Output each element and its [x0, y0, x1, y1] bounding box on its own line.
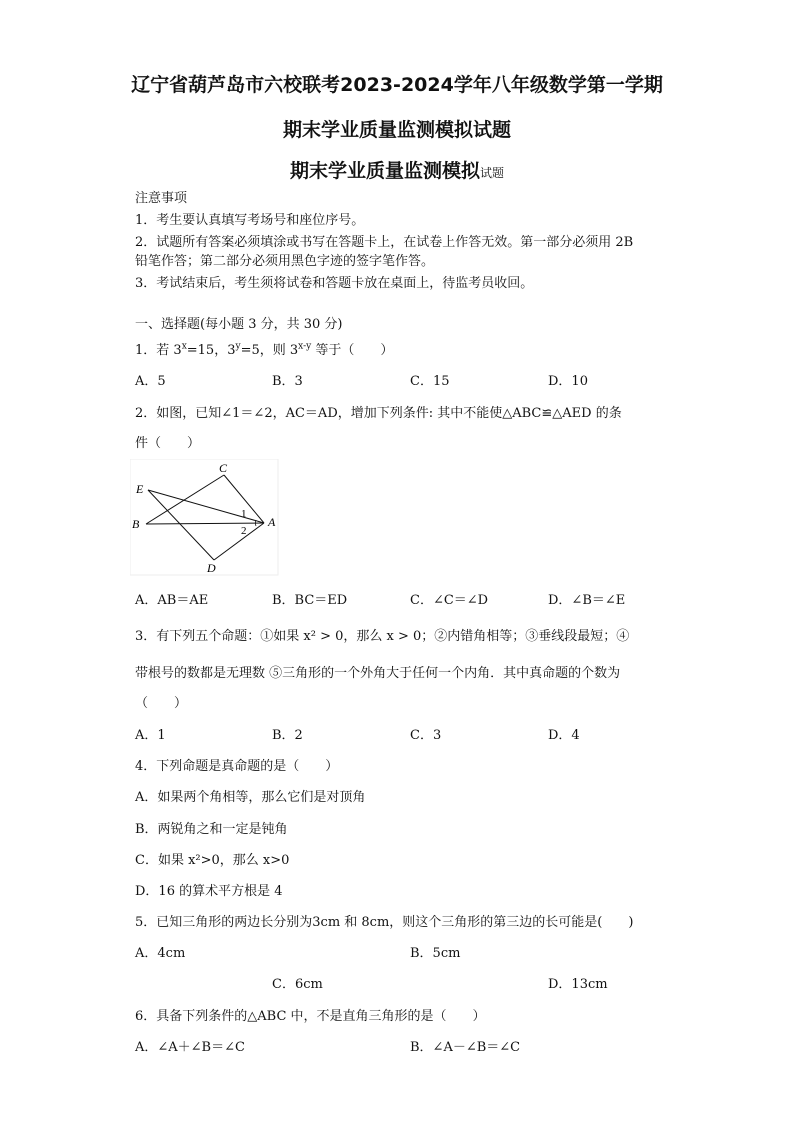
notice-item-3: 3．考试结束后，考生须将试卷和答题卡放在桌面上，待监考员收回。: [135, 276, 534, 291]
figure-frame: [130, 459, 278, 575]
exam-title-line2: 期末学业质量监测模拟试题: [282, 119, 511, 141]
question-2-line2: 件（ ）: [135, 436, 201, 451]
q1-option-d[interactable]: D．10: [548, 374, 588, 389]
question-2-line1: 2．如图，已知∠1＝∠2，AC＝AD，增加下列条件: 其中不能使△ABC≌△AED 的条: [135, 406, 622, 421]
label-b: B: [132, 517, 140, 531]
segment-bc: [146, 475, 224, 524]
q5-option-b[interactable]: B．5cm: [410, 946, 461, 961]
notice-item-2-line2: 铅笔作答；第二部分必须用黑色字迹的签字笔作答。: [135, 254, 435, 269]
q1-post: 等于（ ）: [311, 343, 394, 358]
q1-sup-xy: x-y: [298, 341, 312, 352]
q2-option-d[interactable]: D．∠B＝∠E: [548, 593, 626, 608]
q3-option-a[interactable]: A．1: [135, 728, 166, 743]
q3-option-b[interactable]: B．2: [272, 728, 303, 743]
question-1-stem: [135, 339, 393, 358]
question-6-stem: 6．具备下列条件的△ABC 中，不是直角三角形的是（ ）: [135, 1009, 486, 1024]
q5-option-a[interactable]: A．4cm: [135, 946, 186, 961]
segment-ed: [148, 490, 214, 560]
q6-option-a[interactable]: A．∠A＋∠B＝∠C: [135, 1040, 245, 1055]
label-c: C: [219, 461, 228, 475]
q1-sup-y: y: [235, 341, 241, 352]
title-line3-main: 期末学业质量监测模拟: [289, 160, 480, 182]
q1-sup-x: x: [181, 341, 187, 352]
q4-option-d[interactable]: D．16 的算术平方根是 4: [135, 884, 283, 899]
q5-option-d[interactable]: D．13cm: [548, 977, 608, 992]
q6-option-b[interactable]: B．∠A－∠B＝∠C: [410, 1040, 521, 1055]
q2-option-a[interactable]: A．AB＝AE: [135, 593, 209, 608]
q1-option-b[interactable]: B．3: [272, 374, 303, 389]
q4-option-a[interactable]: A．如果两个角相等，那么它们是对顶角: [135, 790, 366, 805]
segment-da: [214, 523, 264, 560]
q1-option-a[interactable]: A．5: [135, 374, 166, 389]
section-heading: 一、选择题(每小题 3 分，共 30 分): [135, 317, 343, 332]
label-d: D: [207, 561, 216, 575]
notice-heading: 注意事项: [135, 191, 188, 206]
q1-pre: 1．若 3: [135, 343, 182, 358]
q2-option-c[interactable]: C．∠C＝∠D: [410, 593, 489, 608]
question-3-line1: 3．有下列五个命题：①如果 x² > 0，那么 x > 0；②内错角相等；③垂线段最短；④: [135, 629, 630, 644]
exam-title-line1: 辽宁省葫芦岛市六校联考2023-2024学年八年级数学第一学期: [131, 74, 663, 96]
question-3-line3: （ ）: [135, 696, 188, 711]
exam-title-line3: [0, 156, 794, 183]
q1-mid2: =5，则 3: [240, 343, 299, 358]
q2-option-b[interactable]: B．BC＝ED: [272, 593, 348, 608]
q4-option-c[interactable]: C．如果 x²>0，那么 x>0: [135, 853, 290, 868]
q3-option-c[interactable]: C．3: [410, 728, 442, 743]
label-angle-2: 2: [241, 525, 247, 537]
segment-ba: [146, 523, 264, 524]
segment-ea: [148, 490, 264, 523]
question-3-line2: 带根号的数都是无理数 ⑤三角形的一个外角大于任何一个内角．其中真命题的个数为: [135, 666, 621, 681]
q4-option-b[interactable]: B．两锐角之和一定是钝角: [135, 822, 288, 837]
q1-mid1: =15，3: [186, 343, 236, 358]
q3-option-d[interactable]: D．4: [548, 728, 580, 743]
question-5-stem: 5．已知三角形的两边长分别为3cm 和 8cm，则这个三角形的第三边的长可能是( ): [135, 915, 634, 930]
notice-item-1: 1．考生要认真填写考场号和座位序号。: [135, 213, 365, 228]
label-angle-1: 1: [241, 508, 247, 520]
label-a: A: [268, 515, 276, 529]
q1-option-c[interactable]: C．15: [410, 374, 450, 389]
q5-option-c[interactable]: C．6cm: [272, 977, 323, 992]
question-4-stem: 4．下列命题是真命题的是（ ）: [135, 759, 339, 774]
label-e: E: [136, 482, 144, 496]
notice-item-2-line1: 2．试题所有答案必须填涂或书写在答题卡上，在试卷上作答无效。第一部分必须用 2B: [135, 235, 634, 250]
q2-geometry-figure: [130, 459, 280, 577]
title-line3-small: 试题: [480, 166, 505, 180]
